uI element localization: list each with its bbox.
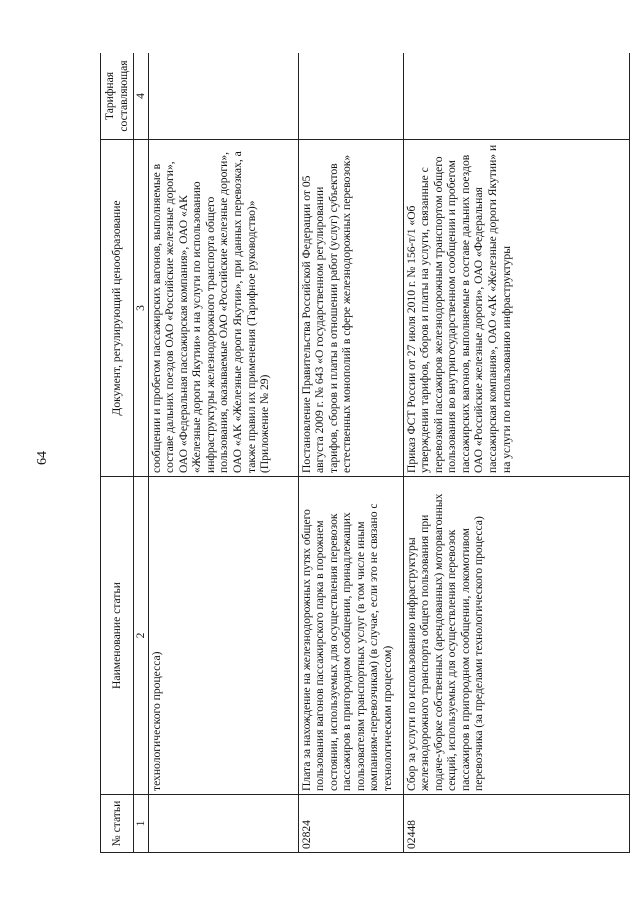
row-document: сообщении и пробегом пассажирских вагонов, выполняемые в составе дальних поездов ОАО «Российские железные дороги», ОАО «Федеральная пассажирская компания», ОАО «АК «Железные дороги Якутии» и на услуги по использованию инфраструктуры железнодорожного транспорта общего пользования, оказываемые ОАО «Российские железные дороги», ОАО «АК «Железные дороги Якутии», при данных перевозках, а также правил их применения (Тарифное руководство)» (Приложение № 29) bbox=[148, 140, 298, 477]
header-name: Наименование статьи bbox=[101, 477, 134, 795]
column-number-2: 2 bbox=[134, 477, 149, 795]
table-header-row bbox=[101, 53, 134, 853]
row-document: Приказ ФСТ России от 27 июля 2010 г. № 156-т/1 «Об утверждении тарифов, сборов и платы на услуги, связанные с перевозкой пассажиров железнодорожным транспортом общего пользования во внутригосударственном сообщении и пробегом пассажирских вагонов, выполняемые в составе дальних поездов ОАО «Российские железные дороги», ОАО «Федеральная пассажирская компания», ОАО «АК «Железные дороги Якутии» и на услуги по использованию инфраструктуры bbox=[403, 140, 629, 477]
column-number-row bbox=[134, 53, 149, 853]
row-tariff bbox=[148, 53, 298, 140]
document-table-frame bbox=[100, 53, 630, 853]
table-row bbox=[298, 53, 403, 853]
table-row bbox=[403, 53, 629, 853]
column-number-3: 3 bbox=[134, 140, 149, 477]
rotated-table-container bbox=[100, 53, 630, 853]
header-code: № статьи bbox=[101, 795, 134, 853]
row-code: 02448 bbox=[403, 795, 629, 853]
row-code bbox=[148, 795, 298, 853]
table-row bbox=[148, 53, 298, 853]
header-tariff: Тарифная составляющая bbox=[101, 53, 134, 140]
row-document: Постановление Правительства Российской Федерации от 05 августа 2009 г. № 643 «О государственном регулировании тарифов, сборов и платы в отношении работ (услуг) субъектов естественных монополий в сфере железнодорожных перевозок» bbox=[298, 140, 403, 477]
page-number: 64 bbox=[35, 451, 50, 465]
row-code: 02824 bbox=[298, 795, 403, 853]
tariff-table bbox=[100, 53, 630, 853]
row-name: Плата за нахождение на железнодорожных путях общего пользования вагонов пассажирского парка в порожнем состоянии, используемых для осуществления перевозок пассажиров в пригородном сообщении, принадлежащих пользователям транспортных услуг (в том числе иным компаниям-перевозчикам) (в случае, если это не связано с технологическим процессом) bbox=[298, 477, 403, 795]
row-name: технологического процесса) bbox=[148, 477, 298, 795]
column-number-4: 4 bbox=[134, 53, 149, 140]
column-number-1: 1 bbox=[134, 795, 149, 853]
row-tariff bbox=[298, 53, 403, 140]
row-tariff bbox=[403, 53, 629, 140]
row-name: Сбор за услуги по использованию инфраструктуры железнодорожного транспорта общего пользования при подаче-уборке собственных (арендованных) моторвагонных секций, используемых для осуществления перевозок пассажиров в пригородном сообщении, локомотивом перевозчика (за пределами технологического процесса) bbox=[403, 477, 629, 795]
header-document: Документ, регулирующий ценообразование bbox=[101, 140, 134, 477]
